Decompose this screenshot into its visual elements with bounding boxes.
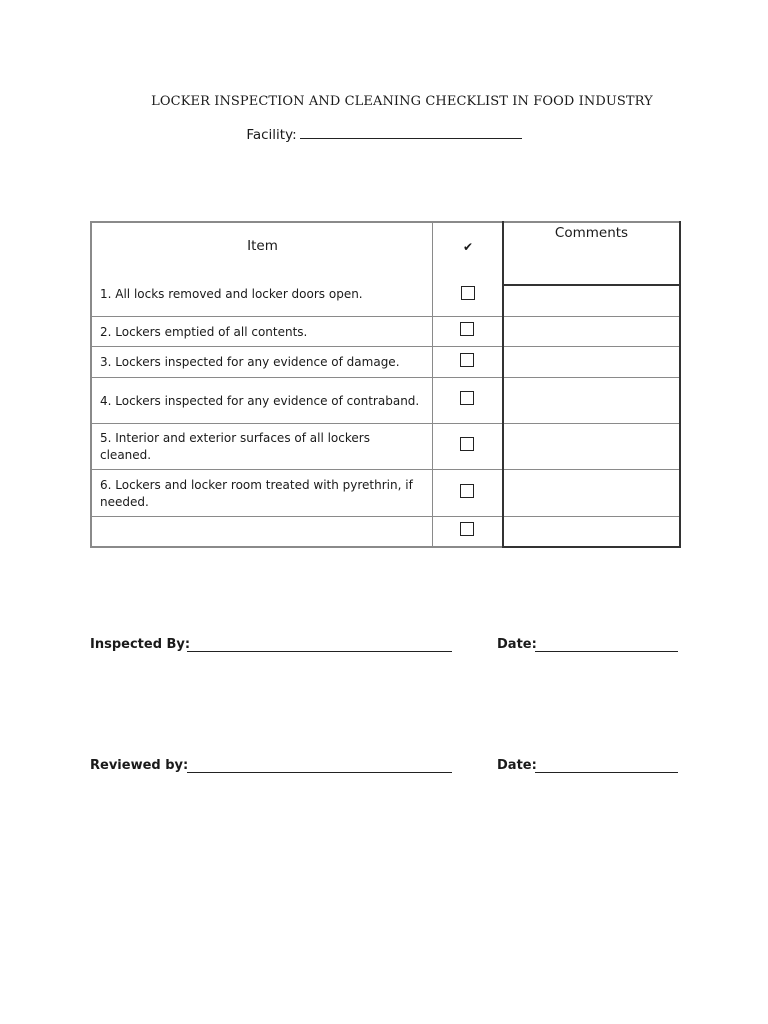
header-check-cell <box>432 222 503 317</box>
facility-label: Facility: <box>246 127 297 143</box>
table-row <box>91 470 680 517</box>
facility-input-line[interactable] <box>300 126 522 139</box>
check-mark-icon: ✔ <box>462 240 474 254</box>
item-text-5: 5. Interior and exterior surfaces of all lockers cleaned. <box>91 424 432 470</box>
comment-cell-3[interactable] <box>503 347 680 378</box>
checkbox-4[interactable] <box>432 378 503 424</box>
checkbox-6[interactable] <box>432 470 503 517</box>
item-text-2: 2. Lockers emptied of all contents. <box>91 317 432 347</box>
item-text-6: 6. Lockers and locker room treated with pyrethrin, if needed. <box>91 470 432 517</box>
table-header-row <box>91 222 680 285</box>
table-row <box>91 517 680 547</box>
inspected-date-line[interactable] <box>535 651 678 652</box>
item-text-4: 4. Lockers inspected for any evidence of contraband. <box>91 378 432 424</box>
header-comments-label: Comments <box>554 225 629 241</box>
table-row <box>91 347 680 378</box>
checkbox-3[interactable] <box>432 347 503 378</box>
reviewed-date-label: Date: <box>497 758 537 773</box>
item-text-7[interactable] <box>91 517 432 547</box>
checkbox-5[interactable] <box>432 424 503 470</box>
comment-cell-4[interactable] <box>503 378 680 424</box>
header-comments-cell <box>503 222 680 285</box>
header-item-cell <box>91 222 432 317</box>
comment-cell-5[interactable] <box>503 424 680 470</box>
checkbox-2[interactable] <box>432 317 503 347</box>
table-row <box>91 317 680 347</box>
comment-cell-7[interactable] <box>503 517 680 547</box>
reviewed-by-label: Reviewed by: <box>90 758 189 773</box>
header-item-label: Item <box>247 238 278 254</box>
checkbox-7[interactable] <box>432 517 503 547</box>
reviewed-by-line[interactable] <box>187 772 452 773</box>
inspected-by-line[interactable] <box>187 651 452 652</box>
reviewed-date-line[interactable] <box>535 772 678 773</box>
checklist-table-wrapper <box>90 221 679 546</box>
comment-cell-6[interactable] <box>503 470 680 517</box>
item-text-1: 1. All locks removed and locker doors open. <box>100 287 363 301</box>
comment-cell-1[interactable] <box>503 285 680 316</box>
checkbox-1[interactable] <box>461 286 475 305</box>
comment-cell-2[interactable] <box>503 317 680 347</box>
checklist-table <box>90 221 681 548</box>
facility-field <box>0 126 768 143</box>
item-text-3: 3. Lockers inspected for any evidence of damage. <box>91 347 432 378</box>
table-row <box>91 424 680 470</box>
table-row <box>91 378 680 424</box>
inspected-by-label: Inspected By: <box>90 637 191 652</box>
document-title: LOCKER INSPECTION AND CLEANING CHECKLIST IN FOOD INDUSTRY <box>151 94 653 109</box>
inspected-date-label: Date: <box>497 637 537 652</box>
